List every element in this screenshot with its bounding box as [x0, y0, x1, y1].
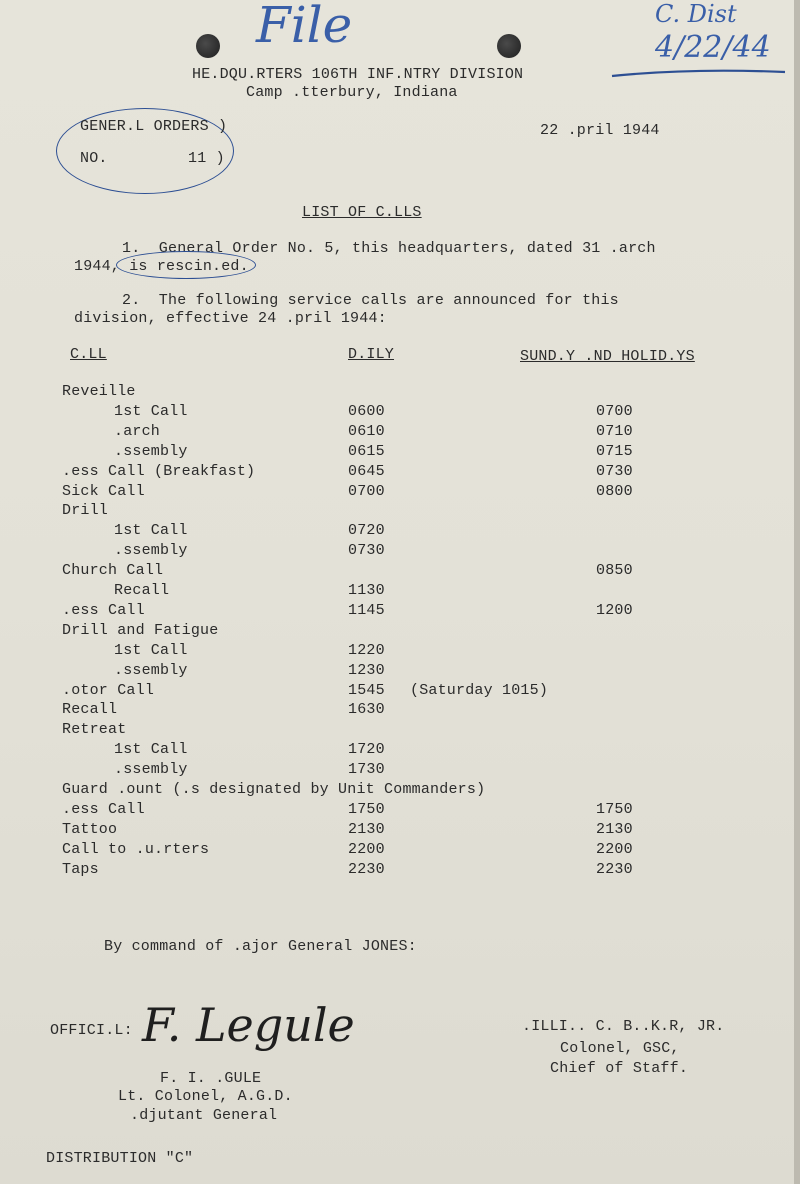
schedule-row-call: Call to .u.rters — [62, 841, 210, 858]
command-line: By command of .ajor General JONES: — [104, 938, 417, 955]
schedule-row-daily: 1145 — [348, 602, 385, 619]
schedule-row-daily: 1730 — [348, 761, 385, 778]
paragraph-2-line-1: 2. The following service calls are announced for this — [122, 292, 619, 309]
schedule-row-call: Guard .ount (.s designated by Unit Commanders) — [62, 781, 486, 798]
paragraph-1-line-1: 1. General Order No. 5, this headquarters, dated 31 .arch — [122, 240, 656, 257]
schedule-row-daily: 2200 — [348, 841, 385, 858]
schedule-row-daily: 0730 — [348, 542, 385, 559]
schedule-row-sunday: 0715 — [596, 443, 633, 460]
column-header-daily: D.ILY — [348, 346, 395, 363]
schedule-row-call: Recall — [114, 582, 170, 599]
header-unit: HE.DQU.RTERS 106TH INF.NTRY DIVISION — [192, 66, 524, 83]
schedule-row-sunday: 0850 — [596, 562, 633, 579]
general-orders-label: GENER.L ORDERS ) — [80, 118, 228, 135]
schedule-row-call: .ssembly — [114, 542, 188, 559]
schedule-row-call: Taps — [62, 861, 99, 878]
schedule-row-sunday: 0700 — [596, 403, 633, 420]
header-location: Camp .tterbury, Indiana — [246, 84, 458, 101]
schedule-row-call: Retreat — [62, 721, 127, 738]
schedule-row-daily: 0600 — [348, 403, 385, 420]
schedule-row-sunday: 2230 — [596, 861, 633, 878]
punch-hole-left — [196, 34, 220, 58]
schedule-row-sunday: 0730 — [596, 463, 633, 480]
schedule-row-call: Reveille — [62, 383, 136, 400]
schedule-row-daily: 1630 — [348, 701, 385, 718]
schedule-row-daily: 0615 — [348, 443, 385, 460]
schedule-row-daily: 1720 — [348, 741, 385, 758]
official-name: F. I. .GULE — [160, 1070, 262, 1087]
schedule-row-daily: 2230 — [348, 861, 385, 878]
schedule-row-call: .ssembly — [114, 443, 188, 460]
schedule-row-call: .ssembly — [114, 761, 188, 778]
schedule-row-daily: 1130 — [348, 582, 385, 599]
schedule-row-daily: 1230 — [348, 662, 385, 679]
schedule-row-sunday: 1750 — [596, 801, 633, 818]
schedule-row-call: Drill and Fatigue — [62, 622, 219, 639]
schedule-row-daily: 1545 — [348, 682, 385, 699]
handwritten-file-note: File — [256, 0, 353, 54]
schedule-row-call: .ess Call (Breakfast) — [62, 463, 256, 480]
order-date: 22 .pril 1944 — [540, 122, 660, 139]
schedule-row-daily: 0720 — [348, 522, 385, 539]
schedule-row-call: 1st Call — [114, 403, 188, 420]
schedule-row-call: Church Call — [62, 562, 164, 579]
handwritten-underline — [610, 62, 790, 82]
schedule-row-call: Drill — [62, 502, 109, 519]
schedule-row-call: Tattoo — [62, 821, 118, 838]
handwritten-date-note: 4/22/44 — [655, 30, 771, 65]
chief-name: .ILLI.. C. B..K.R, JR. — [522, 1018, 725, 1035]
schedule-row-call: .arch — [114, 423, 161, 440]
schedule-row-sunday: 2200 — [596, 841, 633, 858]
distribution: DISTRIBUTION "C" — [46, 1150, 194, 1167]
handwritten-routing-note: C. Dist — [655, 0, 737, 28]
schedule-row-sunday: 2130 — [596, 821, 633, 838]
paragraph-2-line-2: division, effective 24 .pril 1944: — [74, 310, 387, 327]
chief-title: Chief of Staff. — [550, 1060, 689, 1077]
schedule-row-call: 1st Call — [114, 741, 188, 758]
official-label: OFFICI.L: — [50, 1022, 133, 1039]
column-header-call: C.LL — [70, 346, 107, 363]
schedule-row-call: Sick Call — [62, 483, 145, 500]
punch-hole-right — [497, 34, 521, 58]
schedule-row-call: .ess Call — [62, 602, 145, 619]
page-edge — [794, 0, 800, 1184]
document-title: LIST OF C.LLS — [302, 204, 422, 221]
schedule-row-daily: 0610 — [348, 423, 385, 440]
schedule-row-call: 1st Call — [114, 522, 188, 539]
paragraph-1-line-2: 1944, is rescin.ed. — [74, 258, 249, 275]
schedule-row-sunday: 1200 — [596, 602, 633, 619]
schedule-row-note: (Saturday 1015) — [410, 682, 549, 699]
official-rank: Lt. Colonel, A.G.D. — [118, 1088, 293, 1105]
schedule-row-call: .ssembly — [114, 662, 188, 679]
schedule-row-daily: 2130 — [348, 821, 385, 838]
handwritten-signature: F. Legule — [142, 998, 355, 1052]
handwritten-circle — [116, 251, 256, 279]
schedule-row-daily: 0645 — [348, 463, 385, 480]
official-title: .djutant General — [130, 1107, 278, 1124]
schedule-row-sunday: 0800 — [596, 483, 633, 500]
column-header-sunday: SUND.Y .ND HOLID.YS — [520, 348, 695, 365]
chief-rank: Colonel, GSC, — [560, 1040, 680, 1057]
order-number-value: 11 ) — [188, 150, 225, 167]
schedule-row-sunday: 0710 — [596, 423, 633, 440]
schedule-row-call: .ess Call — [62, 801, 145, 818]
schedule-row-daily: 1220 — [348, 642, 385, 659]
schedule-row-call: .otor Call — [62, 682, 155, 699]
schedule-row-daily: 0700 — [348, 483, 385, 500]
schedule-row-daily: 1750 — [348, 801, 385, 818]
order-number-label: NO. — [80, 150, 108, 167]
schedule-row-call: 1st Call — [114, 642, 188, 659]
schedule-row-call: Recall — [62, 701, 118, 718]
